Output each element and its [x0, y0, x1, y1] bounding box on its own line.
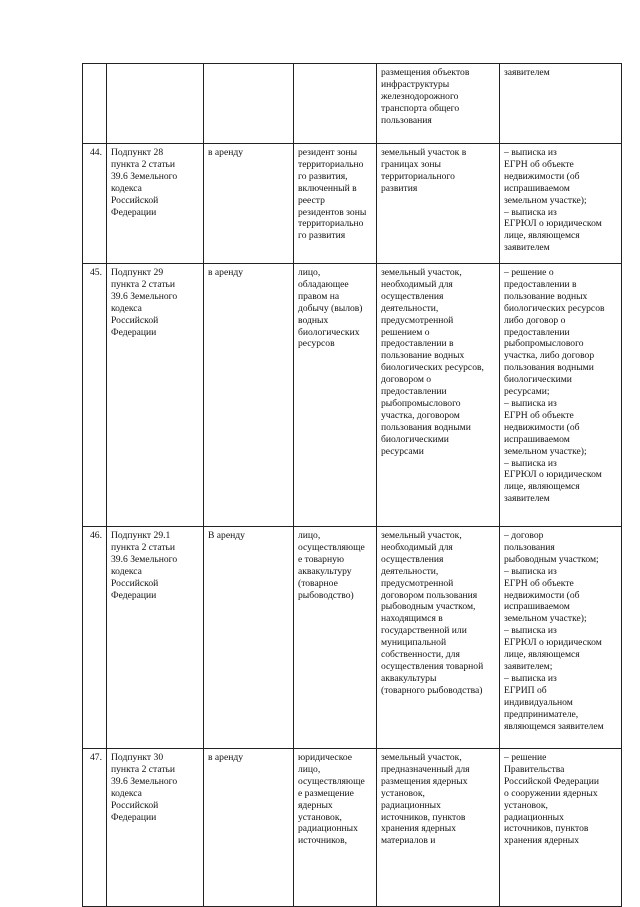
- cell-line: заявителем: [504, 67, 550, 78]
- cell-line: лице, являющемся: [504, 230, 580, 242]
- cell-line: заявителем: [504, 493, 550, 505]
- cell-line: го развития: [298, 230, 346, 242]
- cell-line: аквакультуры: [381, 672, 437, 684]
- cell-line: транспорта общего: [381, 102, 460, 114]
- documents-cell: [500, 527, 622, 749]
- cell-line: 39.6 Земельного: [111, 775, 178, 787]
- cell-line: осуществления: [381, 553, 444, 565]
- cell-line: территориально: [298, 158, 364, 170]
- land-plot-cell: [377, 64, 500, 144]
- cell-line: железнодорожного: [381, 90, 459, 102]
- cell-line: предпринимателе,: [504, 708, 579, 720]
- row-number: 45.: [83, 264, 107, 527]
- cell-line: Российской: [111, 314, 159, 326]
- cell-line: – выписка из: [504, 625, 557, 637]
- provision-form-cell: в аренду: [204, 144, 294, 264]
- cell-line: границах зоны: [381, 158, 441, 170]
- cell-line: необходимый для: [381, 541, 453, 553]
- cell-line: – решение о: [504, 267, 554, 278]
- cell-line: радиационных: [298, 823, 358, 835]
- cell-line: резидент зоны: [298, 147, 358, 158]
- cell-line: рыбоводным участком,: [381, 601, 476, 613]
- cell-line: о сооружении ядерных: [504, 787, 598, 799]
- cell-line: предусмотренной: [381, 577, 454, 589]
- cell-line: установок,: [381, 787, 425, 799]
- cell-line: ядерных: [298, 799, 333, 811]
- cell-line: аквакультуру: [298, 565, 352, 577]
- row-number: 47.: [83, 749, 107, 907]
- cell-line: 39.6 Земельного: [111, 290, 178, 302]
- applicant-cell: [294, 64, 377, 144]
- legal-basis-cell: [107, 64, 204, 144]
- cell-line: предоставлении: [504, 326, 570, 338]
- cell-line: заявителем;: [504, 660, 553, 672]
- provision-form-cell: в аренду: [204, 264, 294, 527]
- provision-form-cell: в аренду: [204, 749, 294, 907]
- cell-line: осуществляюще: [298, 775, 365, 787]
- cell-line: водных: [298, 314, 329, 326]
- cell-line: лице, являющемся: [504, 481, 580, 493]
- table-row: [83, 527, 622, 749]
- cell-line: – выписка из: [504, 206, 557, 218]
- cell-line: (товарное: [298, 577, 338, 589]
- cell-line: реестр: [298, 194, 325, 206]
- cell-line: пользования: [504, 541, 555, 553]
- cell-line: земельном участке);: [504, 194, 587, 206]
- cell-line: материалов и: [381, 835, 436, 847]
- cell-line: участка, договором: [381, 409, 460, 421]
- documents-cell: [500, 264, 622, 527]
- cell-line: Российской Федерации: [504, 775, 599, 787]
- cell-line: размещения объектов: [381, 67, 470, 78]
- cell-line: кодекса: [111, 302, 142, 314]
- row-number: 44.: [83, 144, 107, 264]
- cell-line: лицо,: [298, 267, 321, 278]
- cell-line: ЕГРИП об: [504, 684, 547, 696]
- cell-line: рыбопромыслового: [504, 338, 584, 350]
- legal-basis-cell: [107, 527, 204, 749]
- cell-line: установок,: [298, 811, 342, 823]
- row-number: [83, 64, 107, 144]
- cell-line: 39.6 Земельного: [111, 553, 178, 565]
- cell-line: пользование водных: [504, 290, 588, 302]
- cell-line: рыбопромыслового: [381, 397, 461, 409]
- cell-line: хранения ядерных: [504, 835, 580, 847]
- cell-line: осуществляюще: [298, 541, 365, 553]
- cell-line: территориально: [298, 218, 364, 230]
- table-row: [83, 64, 622, 144]
- cell-line: Правительства: [504, 763, 565, 775]
- cell-line: источников,: [298, 835, 347, 847]
- cell-line: территориального: [381, 170, 455, 182]
- cell-line: ресурсов: [298, 338, 335, 350]
- cell-line: испрашиваемом: [504, 601, 570, 613]
- cell-line: пользования водными: [504, 362, 594, 374]
- cell-line: лицо,: [298, 763, 321, 775]
- cell-line: обладающее: [298, 278, 349, 290]
- cell-line: хранения ядерных: [381, 823, 457, 835]
- cell-line: – выписка из: [504, 147, 557, 158]
- cell-line: договором пользования: [381, 589, 478, 601]
- cell-line: пользования: [381, 114, 432, 126]
- applicant-cell: [294, 264, 377, 527]
- cell-line: предоставлении в: [381, 338, 454, 350]
- cell-line: – выписка из: [504, 565, 557, 577]
- cell-line: недвижимости (об: [504, 421, 580, 433]
- cell-line: осуществления товарной: [381, 660, 484, 672]
- cell-line: находящимся в: [381, 613, 443, 625]
- cell-line: радиационных: [504, 811, 564, 823]
- cell-line: – выписка из: [504, 397, 557, 409]
- cell-line: радиационных: [381, 799, 441, 811]
- cell-line: муниципальной: [381, 637, 447, 649]
- cell-line: – выписка из: [504, 457, 557, 469]
- cell-line: недвижимости (об: [504, 589, 580, 601]
- cell-line: Подпункт 29: [111, 267, 164, 278]
- cell-line: необходимый для: [381, 278, 453, 290]
- provision-form-cell: [204, 64, 294, 144]
- cell-line: осуществления: [381, 290, 444, 302]
- cell-line: Федерации: [111, 811, 157, 823]
- cell-line: биологических ресурсов,: [381, 362, 484, 374]
- cell-line: е размещение: [298, 787, 354, 799]
- land-plot-cell: [377, 527, 500, 749]
- cell-line: юридическое: [298, 752, 353, 763]
- cell-line: Подпункт 30: [111, 752, 164, 763]
- land-plot-cell: [377, 749, 500, 907]
- cell-line: – выписка из: [504, 672, 557, 684]
- cell-line: биологических: [298, 326, 360, 338]
- applicant-cell: [294, 144, 377, 264]
- cell-line: государственной или: [381, 625, 467, 637]
- cell-line: установок,: [504, 799, 548, 811]
- cell-line: ЕГРН об объекте: [504, 577, 574, 589]
- cell-line: Подпункт 28: [111, 147, 164, 158]
- legal-basis-cell: [107, 144, 204, 264]
- legal-basis-cell: [107, 749, 204, 907]
- documents-cell: [500, 64, 622, 144]
- land-plot-cell: [377, 144, 500, 264]
- cell-line: пункта 2 статьи: [111, 763, 176, 775]
- land-provision-table: [82, 63, 622, 907]
- cell-line: решением о: [381, 326, 430, 338]
- table-row: [83, 264, 622, 527]
- cell-line: Российской: [111, 577, 159, 589]
- cell-line: – решение: [504, 752, 547, 763]
- documents-cell: [500, 749, 622, 907]
- cell-line: испрашиваемом: [504, 182, 570, 194]
- cell-line: включенный в: [298, 182, 357, 194]
- cell-line: – договор: [504, 530, 544, 541]
- table-row: [83, 144, 622, 264]
- cell-line: ресурсами;: [504, 386, 550, 398]
- cell-line: источников, пунктов: [504, 823, 589, 835]
- cell-line: индивидуальном: [504, 696, 573, 708]
- cell-line: ЕГРЮЛ о юридическом: [504, 218, 602, 230]
- cell-line: пользование водных: [381, 350, 465, 362]
- land-plot-cell: [377, 264, 500, 527]
- cell-line: земельный участок,: [381, 267, 462, 278]
- cell-line: кодекса: [111, 182, 142, 194]
- cell-line: биологическими: [381, 433, 449, 445]
- cell-line: правом на: [298, 290, 340, 302]
- cell-line: предназначенный для: [381, 763, 470, 775]
- cell-line: земельный участок,: [381, 530, 462, 541]
- applicant-cell: [294, 527, 377, 749]
- cell-line: 39.6 Земельного: [111, 170, 178, 182]
- cell-line: Федерации: [111, 206, 157, 218]
- cell-line: Российской: [111, 799, 159, 811]
- cell-line: земельный участок,: [381, 752, 462, 763]
- cell-line: деятельности,: [381, 565, 439, 577]
- cell-line: рыбоводство): [298, 589, 354, 601]
- cell-line: заявителем: [504, 242, 550, 254]
- cell-line: пункта 2 статьи: [111, 278, 176, 290]
- cell-line: предусмотренной: [381, 314, 454, 326]
- cell-line: ЕГРН об объекте: [504, 158, 574, 170]
- cell-line: пункта 2 статьи: [111, 158, 176, 170]
- cell-line: пункта 2 статьи: [111, 541, 176, 553]
- cell-line: ЕГРЮЛ о юридическом: [504, 469, 602, 481]
- cell-line: земельном участке);: [504, 445, 587, 457]
- cell-line: предоставлении в: [504, 278, 577, 290]
- cell-line: добычу (вылов): [298, 302, 363, 314]
- cell-line: недвижимости (об: [504, 170, 580, 182]
- cell-line: развития: [381, 182, 418, 194]
- cell-line: рыбоводным участком;: [504, 553, 599, 565]
- cell-line: земельном участке);: [504, 613, 587, 625]
- applicant-cell: [294, 749, 377, 907]
- cell-line: договором о: [381, 374, 432, 386]
- cell-line: являющемся заявителем: [504, 720, 604, 732]
- cell-line: ЕГРЮЛ о юридическом: [504, 637, 602, 649]
- cell-line: лицо,: [298, 530, 321, 541]
- cell-line: кодекса: [111, 787, 142, 799]
- cell-line: испрашиваемом: [504, 433, 570, 445]
- cell-line: лице, являющемся: [504, 649, 580, 661]
- legal-basis-cell: [107, 264, 204, 527]
- cell-line: размещения ядерных: [381, 775, 468, 787]
- cell-line: собственности, для: [381, 649, 460, 661]
- cell-line: Подпункт 29.1: [111, 530, 171, 541]
- cell-line: инфраструктуры: [381, 78, 450, 90]
- table-body: [83, 64, 622, 907]
- cell-line: деятельности,: [381, 302, 439, 314]
- cell-line: Федерации: [111, 326, 157, 338]
- cell-line: (товарного рыбоводства): [381, 684, 483, 696]
- cell-line: биологическими: [504, 374, 572, 386]
- cell-line: е товарную: [298, 553, 345, 565]
- cell-line: ЕГРН об объекте: [504, 409, 574, 421]
- provision-form-cell: В аренду: [204, 527, 294, 749]
- cell-line: предоставлении: [381, 386, 447, 398]
- cell-line: источников, пунктов: [381, 811, 466, 823]
- cell-line: участка, либо договор: [504, 350, 595, 362]
- cell-line: кодекса: [111, 565, 142, 577]
- table-row: [83, 749, 622, 907]
- cell-line: биологических ресурсов: [504, 302, 605, 314]
- cell-line: земельный участок в: [381, 147, 467, 158]
- documents-cell: [500, 144, 622, 264]
- row-number: 46.: [83, 527, 107, 749]
- cell-line: ресурсами: [381, 445, 424, 457]
- cell-line: пользования водными: [381, 421, 471, 433]
- cell-line: Федерации: [111, 589, 157, 601]
- cell-line: либо договор о: [504, 314, 566, 326]
- cell-line: го развития,: [298, 170, 348, 182]
- cell-line: Российской: [111, 194, 159, 206]
- cell-line: резидентов зоны: [298, 206, 367, 218]
